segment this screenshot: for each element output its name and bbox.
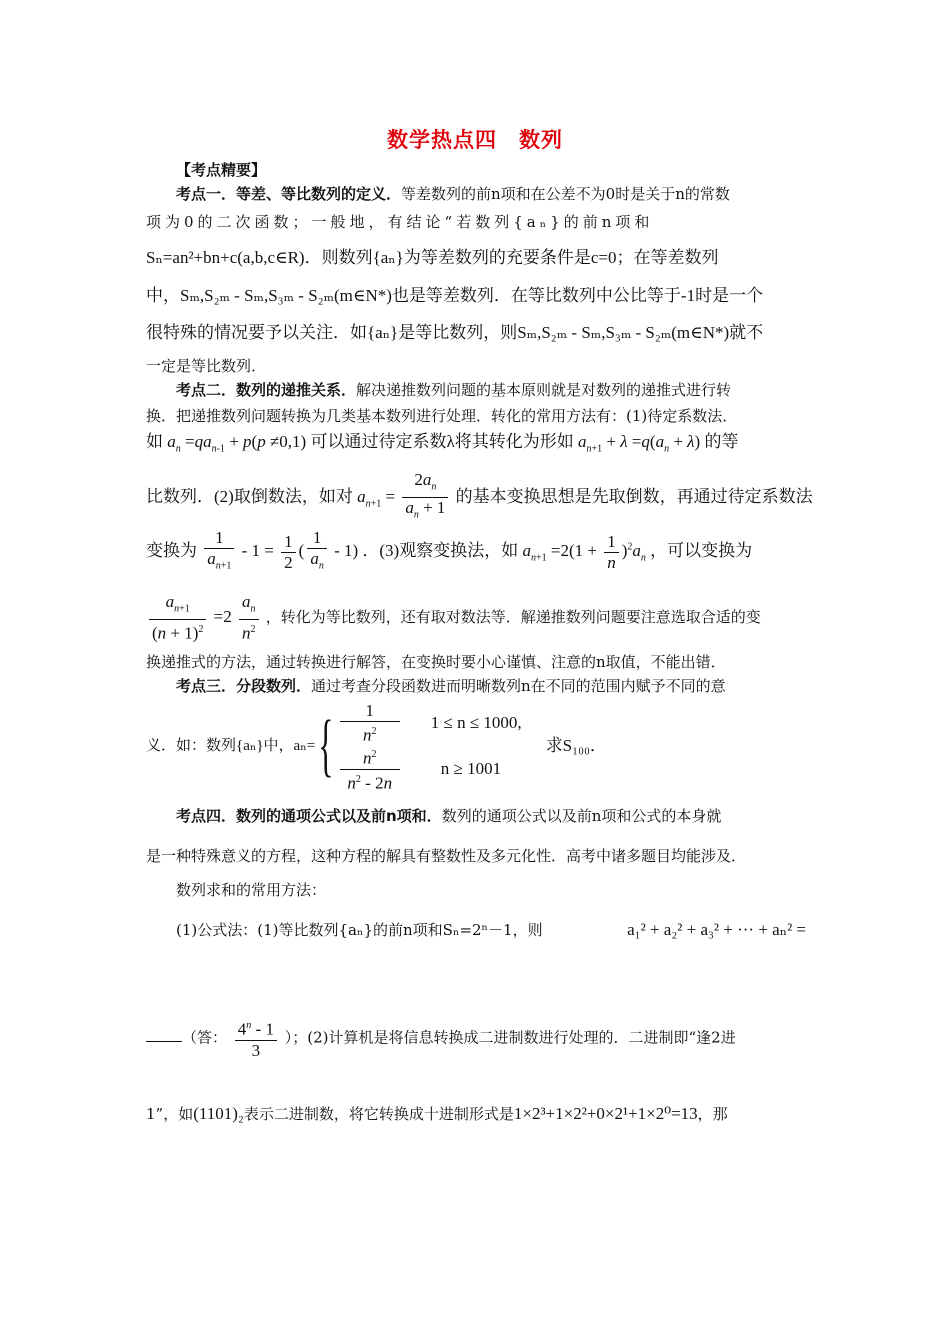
formula-binary: 1×2³+1×2²+0×2¹+1×2⁰=13 [513, 1104, 698, 1123]
p2-line-4: 比数列．(2)取倒数法，如对 $a_{n+1}$ = $\frac{2a_n}{a_n + 1}$ 的基本变换思想是先取倒数，再通过待定系数法 [146, 470, 813, 521]
formula-answer: $\frac{4^n - 1}{3}$ [235, 1016, 277, 1061]
p4-line-4: (1)公式法：(1)等比数列{aₙ}的前n项和Sₙ=2ⁿ－1，则 a₁² + a₂² + a₃² + ··· + aₙ² = [176, 920, 806, 939]
p2-line-5: 变换为 $\frac{1}{a_{n+1}}$ - 1 = $\frac{1}{2}$ ( $\frac{1}{a_n}$ - 1) ．(3)观察变换法，如 $a_{n+1} =2(1$ + $\frac{1}{n}$ )$^2a_n$ ，可以变换为 [146, 528, 753, 572]
piecewise-brace: { [318, 707, 334, 784]
formula-transform: $\frac{1}{a_{n+1}}$ - 1 = $\frac{1}{2}$ ( $\frac{1}{a_n}$ - 1) [201, 541, 362, 560]
section-header: 【考点精要】 [176, 161, 267, 179]
p2-line-2: 换．把递推数列问题转换为几类基本数列进行处理．转化的常用方法有：(1)待定系数法． [146, 407, 738, 425]
p1-heading: 考点一．等差、等比数列的定义． [176, 185, 402, 203]
p2-line-1: 考点二．数列的递推关系．解决递推数列问题的基本原则就是对数列的递推式进行转 [176, 381, 732, 399]
p3-line-1: 考点三．分段数列．通过考查分段函数进而明晰数列n在不同的范围内赋予不同的意 [176, 677, 726, 695]
formula-observe: $a_{n+1} =2(1$ + $\frac{1}{n}$ )$^2a_n$ [522, 531, 646, 572]
p2-line-3: 如 $a_n =qa_{n-1} + p(p \ne 0,1)$ 可以通过待定系数λ将其转化为形如 $a_{n+1} + \lambda =q(a_n + \lambda)$ 的等 [146, 432, 739, 455]
formula-recurrence-2: $a_{n+1} + \lambda =q(a_n + \lambda)$ [577, 432, 701, 455]
formula-sum-squares: a₁² + a₂² + a₃² + ··· + aₙ² = [627, 920, 806, 939]
p2-line-6: $\frac{a_{n+1}}{(n + 1)^2}$ =2 $\frac{a_n}{n^2}$ ，转化为等比数列，还有取对数法等．解递推数列问题要注意选取合适的变 [146, 592, 806, 644]
formula-ratio: $\frac{a_{n+1}}{(n + 1)^2}$ =2 $\frac{a_n}{n^2}$ [146, 607, 266, 626]
p1-line-5: 很特殊的情况要予以关注．如{aₙ}是等比数列，则Sₘ,S₂ₘ - Sₘ,S₃ₘ - S₂ₘ(m∈N*)就不 [146, 323, 764, 342]
p1-line-6: 一定是等比数列． [146, 357, 267, 375]
p3-heading: 考点三．分段数列． [176, 677, 312, 695]
p4-line-6: 1”，如(1101)₂表示二进制数，将它转换成十进制形式是1×2³+1×2²+0×2¹+1×2⁰=13，那 [146, 1104, 728, 1123]
p4-line-3: 数列求和的常用方法： [176, 881, 327, 899]
answer-blank [146, 1041, 182, 1042]
p4-line-1: 考点四．数列的通项公式以及前n项和．数列的通项公式以及前n项和公式的本身就 [176, 807, 722, 825]
formula-reciprocal: $a_{n+1}$ = $\frac{2a_n}{a_n + 1}$ [357, 487, 451, 506]
page-title: 数学热点四 数列 [387, 128, 563, 152]
p3-line-2: 义．如：数列{aₙ}中，aₙ= { $\frac{1}{n^2}$ 1 ≤ n ≤ 1000, $\frac{n^2}{n^2 - 2n}$ n ≥ 1001 求S₁₀₀． [146, 700, 607, 793]
p1-line-3: Sₙ=an²+bn+c(a,b,c∈R)．则数列{aₙ}为等差数列的充要条件是c=0；在等差数列 [146, 248, 719, 267]
formula-recurrence-1: $a_n =qa_{n-1} + p(p \ne 0,1)$ [167, 432, 307, 455]
p4-heading: 考点四．数列的通项公式以及前n项和． [176, 807, 442, 825]
piecewise-cases: $\frac{1}{n^2}$ 1 ≤ n ≤ 1000, $\frac{n^2}{n^2 - 2n}$ n ≥ 1001 [337, 700, 522, 792]
p4-line-5: （答： $\frac{4^n - 1}{3}$ ）；(2)计算机是将信息转换成二进制数进行处理的．二进制即“逢2进 [146, 1016, 806, 1061]
p4-line-2: 是一种特殊意义的方程，这种方程的解具有整数性及多元化性．高考中诸多题目均能涉及． [146, 847, 747, 865]
p1-line-1: 考点一．等差、等比数列的定义．等差数列的前n项和在公差不为0时是关于n的常数 [176, 185, 730, 203]
p2-heading: 考点二．数列的递推关系． [176, 381, 357, 399]
p1-line-4: 中，Sₘ,S₂ₘ - Sₘ,S₃ₘ - S₂ₘ(m∈N*)也是等差数列．在等比数列中公比等于-1时是一个 [146, 286, 764, 305]
p1-line-2: 项为0的二次函数；一般地，有结论“若数列{aₙ}的前n项和 [146, 213, 654, 231]
p2-line-7: 换递推式的方法，通过转换进行解答，在变换时要小心谨慎、注意的n取值，不能出错． [146, 653, 726, 671]
